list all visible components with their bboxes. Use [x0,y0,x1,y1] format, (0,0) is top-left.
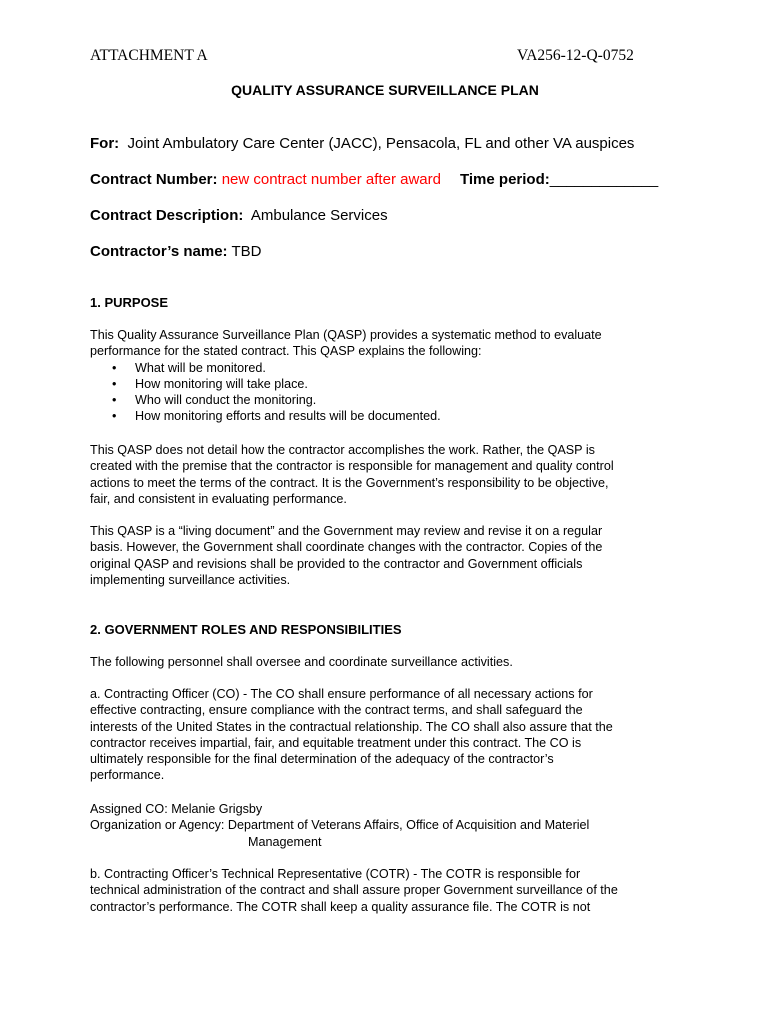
paragraph-line: a. Contracting Officer (CO) - The CO shall ensure performance of all necessary actions for [90,687,593,701]
purpose-bullet-list [90,360,602,425]
paragraph-line: effective contracting, ensure compliance with the contract terms, and shall safeguard the [90,703,583,718]
contract-number-label: Contract Number: [90,171,218,188]
contract-number-value: new contract number after award [221,171,441,188]
paragraph-line: performance. [90,768,165,783]
paragraph-line: technical administration of the contract and shall assure proper Government surveillance of the [90,883,618,898]
section-heading-purpose: 1. PURPOSE [90,295,169,310]
purpose-paragraph-3 [90,523,602,588]
paragraph-line: performance for the stated contract. This QASP explains the following: [90,344,482,359]
paragraph-line: interests of the United States in the contractual relationship. The CO shall also assure that the [90,719,613,734]
contracting-officer-paragraph [90,686,613,784]
bullet-icon: • [112,393,117,408]
section-heading-roles: 2. GOVERNMENT ROLES AND RESPONSIBILITIES [90,622,402,637]
solicitation-number: VA256-12-Q-0752 [517,47,634,64]
paragraph-line: b. Contracting Officer’s Technical Representative (COTR) - The COTR is responsible for [90,867,581,881]
for-label: For: [90,135,120,152]
list-item-text: How monitoring will take place. [135,376,308,391]
contractor-name-label: Contractor’s name: [90,243,228,260]
for-line [90,135,634,152]
list-item-text: What will be monitored. [135,360,266,375]
list-item [90,408,602,424]
time-period-label: Time period: [460,171,550,188]
organization-line: Organization or Agency: Department of Veterans Affairs, Office of Acquisition and Materiel [90,818,590,833]
bullet-icon: • [112,360,117,375]
paragraph-line: created with the premise that the contractor is responsible for management and quality control [90,459,614,474]
paragraph-line: contractor’s performance. The COTR shall keep a quality assurance file. The COTR is not [90,899,591,914]
paragraph-line: This QASP is a “living document” and the Government may review and revise it on a regular [90,524,603,538]
paragraph-line: This Quality Assurance Surveillance Plan (QASP) provides a systematic method to evaluate [90,328,602,342]
contract-description-value: Ambulance Services [250,207,388,224]
roles-intro: The following personnel shall oversee and coordinate surveillance activities. [90,655,513,669]
time-period-value: _____________ [549,171,659,188]
purpose-paragraph-2 [90,442,614,507]
paragraph-line: contractor receives impartial, fair, and equitable treatment under this contract. The CO is [90,735,582,750]
list-item-text: How monitoring efforts and results will be documented. [135,409,441,424]
time-period-line [460,171,658,188]
paragraph-line: This QASP does not detail how the contractor accomplishes the work. Rather, the QASP is [90,443,595,457]
paragraph-line: basis. However, the Government shall coordinate changes with the contractor. Copies of the [90,540,603,555]
contractor-name-value: TBD [231,243,262,260]
cotr-paragraph [90,866,618,915]
paragraph-line: fair, and consistent in evaluating performance. [90,491,347,506]
contract-number-line [90,171,441,188]
bullet-icon: • [112,409,117,424]
attachment-label: ATTACHMENT A [90,47,208,64]
organization-line-continued: Management [248,834,322,849]
assigned-co-block [90,801,589,850]
list-item [90,376,602,392]
list-item-text: Who will conduct the monitoring. [135,393,317,408]
assigned-co: Assigned CO: Melanie Grigsby [90,802,263,816]
contract-description-line [90,207,388,224]
paragraph-line: original QASP and revisions shall be provided to the contractor and Government officials [90,556,583,571]
paragraph-line: ultimately responsible for the final determination of the adequacy of the contractor’s [90,752,554,767]
contract-description-label: Contract Description: [90,207,244,224]
list-item [90,360,602,376]
paragraph-line: implementing surveillance activities. [90,572,291,587]
contractor-name-line [90,243,261,260]
purpose-intro [90,327,602,425]
document-title: QUALITY ASSURANCE SURVEILLANCE PLAN [231,82,539,98]
bullet-icon: • [112,376,117,391]
list-item [90,392,602,408]
paragraph-line: actions to meet the terms of the contract. It is the Government’s responsibility to be objective, [90,475,609,490]
for-value: Joint Ambulatory Care Center (JACC), Pensacola, FL and other VA auspices [127,135,635,152]
